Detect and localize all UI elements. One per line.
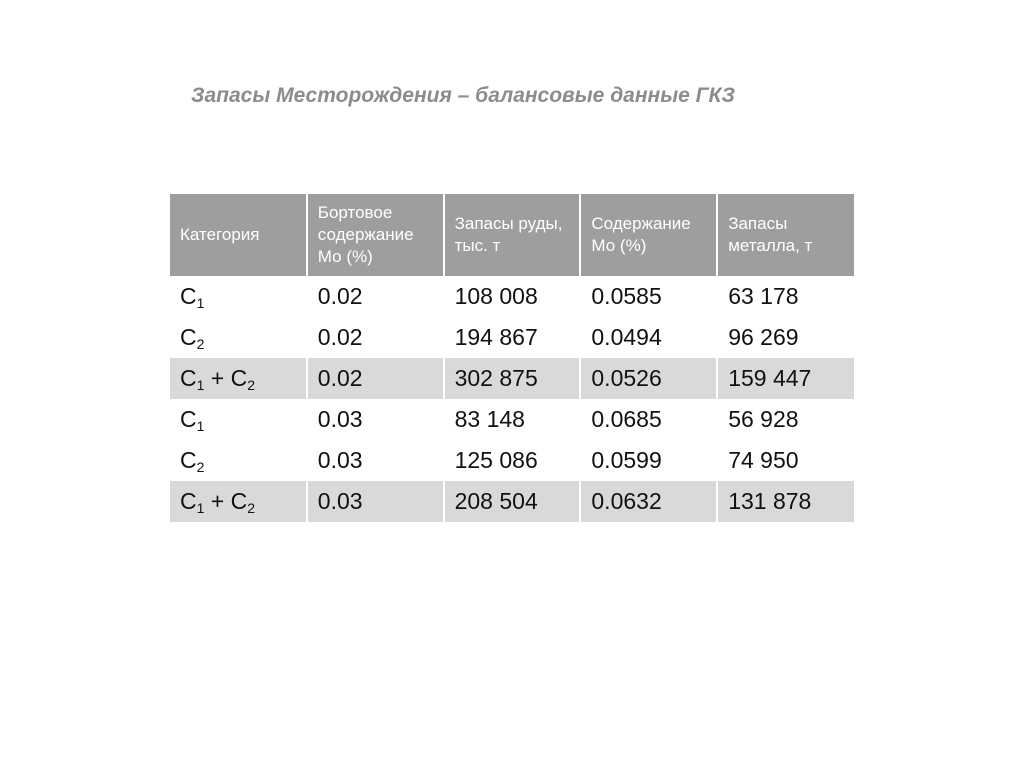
cell-metal-reserves: 159 447 xyxy=(717,358,854,399)
table-row xyxy=(170,276,854,317)
table-row xyxy=(170,317,854,358)
cell-metal-reserves: 56 928 xyxy=(717,399,854,440)
cell-cutoff-grade: 0.02 xyxy=(307,317,444,358)
category-base: C xyxy=(180,406,197,432)
category-subscript-2: 2 xyxy=(247,377,256,393)
cell-cutoff-grade: 0.02 xyxy=(307,276,444,317)
cell-ore-reserves: 208 504 xyxy=(444,481,581,522)
cell-category xyxy=(170,276,307,317)
category-plus: + C xyxy=(204,365,248,391)
cell-metal-reserves: 74 950 xyxy=(717,440,854,481)
cell-category xyxy=(170,317,307,358)
cell-ore-reserves: 108 008 xyxy=(444,276,581,317)
category-subscript-2: 2 xyxy=(247,500,256,516)
cell-category xyxy=(170,399,307,440)
cell-ore-reserves: 302 875 xyxy=(444,358,581,399)
table-row xyxy=(170,358,854,399)
reserves-table xyxy=(170,194,854,522)
category-base: C xyxy=(180,283,197,309)
table-body xyxy=(170,276,854,522)
category-subscript: 2 xyxy=(196,336,205,352)
cell-mo-grade: 0.0599 xyxy=(580,440,717,481)
cell-category xyxy=(170,358,307,399)
category-subscript: 2 xyxy=(196,459,205,475)
table-header xyxy=(170,194,854,276)
table-row xyxy=(170,481,854,522)
header-row xyxy=(170,194,854,276)
cell-mo-grade: 0.0526 xyxy=(580,358,717,399)
table-row xyxy=(170,440,854,481)
header-metal-reserves: Запасы металла, т xyxy=(717,194,854,276)
category-subscript: 1 xyxy=(196,377,205,393)
category-plus: + C xyxy=(204,488,248,514)
header-ore-reserves: Запасы руды, тыс. т xyxy=(444,194,581,276)
cell-cutoff-grade: 0.03 xyxy=(307,440,444,481)
cell-cutoff-grade: 0.03 xyxy=(307,399,444,440)
cell-metal-reserves: 131 878 xyxy=(717,481,854,522)
header-mo-grade: Содержание Мо (%) xyxy=(580,194,717,276)
category-subscript: 1 xyxy=(196,295,205,311)
cell-ore-reserves: 83 148 xyxy=(444,399,581,440)
cell-mo-grade: 0.0685 xyxy=(580,399,717,440)
cell-category xyxy=(170,481,307,522)
category-base: C xyxy=(180,447,197,473)
cell-mo-grade: 0.0585 xyxy=(580,276,717,317)
cell-cutoff-grade: 0.03 xyxy=(307,481,444,522)
category-base: C xyxy=(180,488,197,514)
header-category: Категория xyxy=(170,194,307,276)
cell-metal-reserves: 96 269 xyxy=(717,317,854,358)
page-title: Запасы Месторождения – балансовые данные ГКЗ xyxy=(191,84,735,107)
table-row xyxy=(170,399,854,440)
category-subscript: 1 xyxy=(196,418,205,434)
cell-ore-reserves: 125 086 xyxy=(444,440,581,481)
cell-metal-reserves: 63 178 xyxy=(717,276,854,317)
cell-mo-grade: 0.0632 xyxy=(580,481,717,522)
category-base: C xyxy=(180,365,197,391)
header-cutoff-grade: Бортовое содержание Мо (%) xyxy=(307,194,444,276)
cell-category xyxy=(170,440,307,481)
category-subscript: 1 xyxy=(196,500,205,516)
category-base: C xyxy=(180,324,197,350)
cell-mo-grade: 0.0494 xyxy=(580,317,717,358)
cell-ore-reserves: 194 867 xyxy=(444,317,581,358)
cell-cutoff-grade: 0.02 xyxy=(307,358,444,399)
